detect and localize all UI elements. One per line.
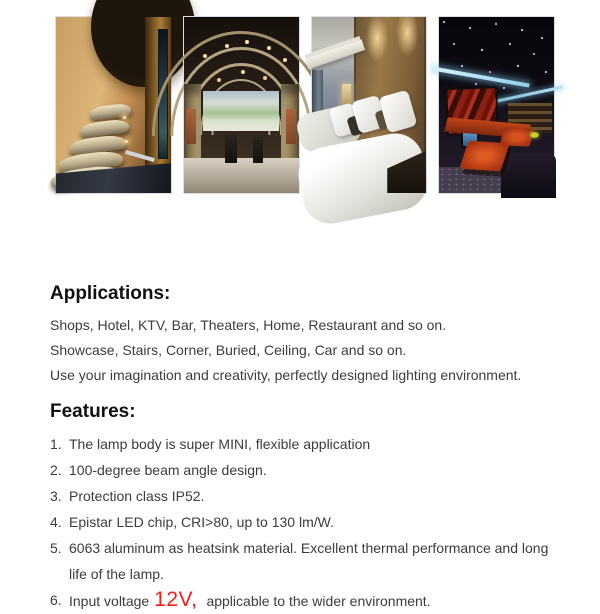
description-text <box>50 282 565 614</box>
feature-item-5 <box>50 535 565 587</box>
feature-item-1 <box>50 431 565 457</box>
panorama-mural <box>203 91 279 131</box>
photo-exhibition-arches <box>183 16 300 194</box>
display-case-accent <box>286 109 296 144</box>
arch-ceiling-lights <box>184 17 186 19</box>
feature-text-prefix: Input voltage <box>69 593 150 609</box>
step-accent-lights <box>123 116 126 119</box>
marble-floor <box>184 158 299 193</box>
photo-gallery <box>55 16 555 194</box>
feature-text <box>69 587 565 614</box>
applications-line-3: Use your imagination and creativity, perfectly designed lighting environment. <box>50 367 522 383</box>
photo-ktv-bar-room <box>438 16 555 194</box>
dark-sofa <box>501 153 556 199</box>
feature-item-4 <box>50 509 565 535</box>
feature-text-suffix: applicable to the wider environment. <box>206 593 431 609</box>
applications-line-2: Showcase, Stairs, Corner, Buried, Ceiling, Car and so on. <box>50 342 407 358</box>
feature-text: The lamp body is super MINI, flexible application <box>69 436 371 452</box>
drink-glow <box>530 132 539 138</box>
led-cove-strip <box>433 67 530 88</box>
feature-number: 6. <box>50 592 62 608</box>
applications-heading: Applications: <box>50 283 171 304</box>
photo-stairs-lighting <box>55 16 172 194</box>
feature-text: 100-degree beam angle design. <box>69 462 267 478</box>
star-ceiling-lights <box>443 21 445 23</box>
feature-number: 4. <box>50 514 62 530</box>
stair-step <box>79 118 130 138</box>
applications-line-1: Shops, Hotel, KTV, Bar, Theaters, Home, Restaurant and so on. <box>50 317 447 333</box>
feature-text: Protection class IP52. <box>69 488 205 504</box>
photo-hotel-bedroom <box>311 16 428 194</box>
feature-item-2 <box>50 457 565 483</box>
feature-number: 5. <box>50 540 62 556</box>
voltage-highlight: 12V, <box>154 588 198 611</box>
feature-number: 3. <box>50 488 62 504</box>
feature-item-6 <box>50 587 565 614</box>
exhibit-pedestal <box>253 137 263 163</box>
led-cove-strip <box>492 85 562 103</box>
display-case-accent <box>186 109 196 144</box>
stair-step <box>90 103 133 121</box>
feature-item-3 <box>50 483 565 509</box>
feature-number: 2. <box>50 462 62 478</box>
feature-text: Epistar LED chip, CRI>80, up to 130 lm/W. <box>69 514 334 530</box>
feature-number: 1. <box>50 436 62 452</box>
feature-text: 6063 aluminum as heatsink material. Excellent thermal performance and long life of the lamp. <box>69 540 549 582</box>
exhibit-pedestal <box>225 135 236 163</box>
features-heading: Features: <box>50 401 136 422</box>
